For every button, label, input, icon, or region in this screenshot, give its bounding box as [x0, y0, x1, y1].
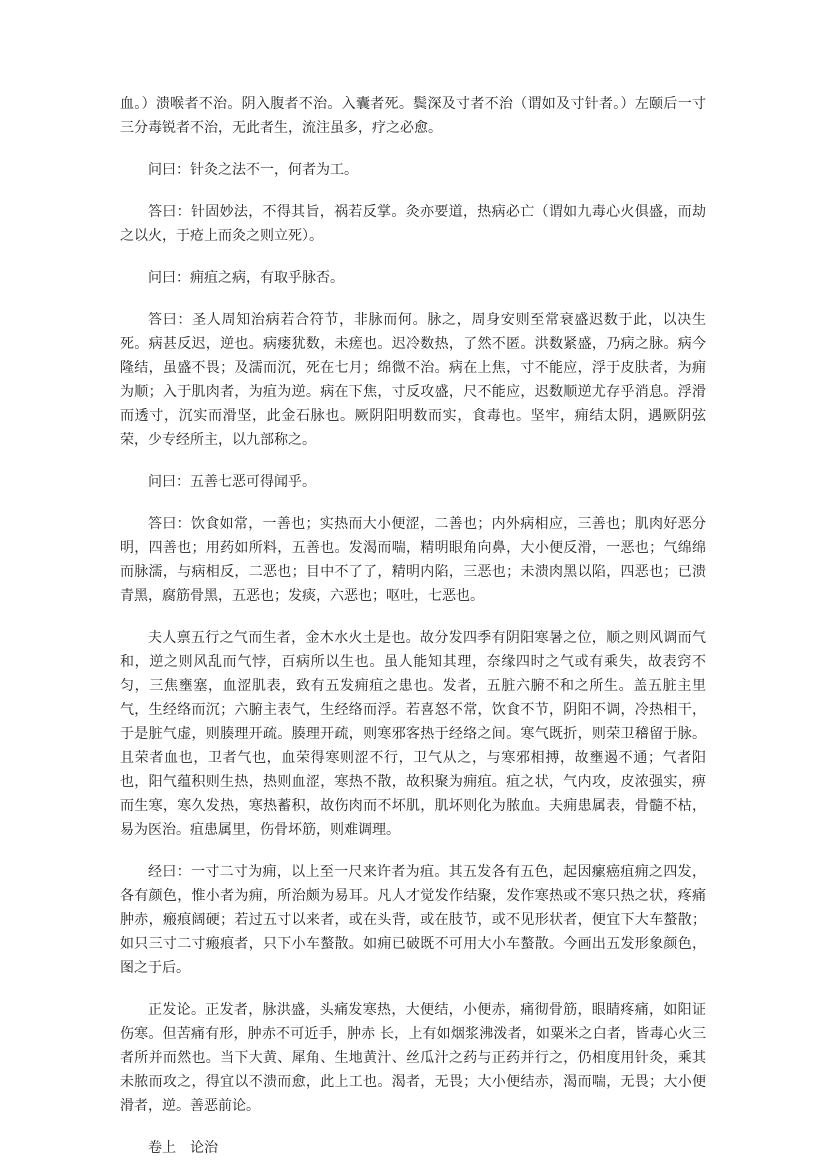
- paragraph: 夫人禀五行之气而生者，金木水火土是也。故分发四季有阴阳寒暑之位，顺之则风调而气和，逆之则风乱而气悖，百病所以生也。虽人能知其理，奈缘四时之气或有乘失，故表窍不匀，三焦壅塞，血涩肌表，致有五发痈疽之患也。发者，五脏六腑不和之所生。盖五脏主里气，生经络而沉；六腑主表气，生经络而浮。若喜怒不常，饮食不节，阴阳不调，冷热相干，于是脏气虚，则腠理开疏。腠理开疏，则寒邪客热于经络之间。寒气既折，则荣卫稽留于脉。且荣者血也，卫者气也，血荣得寒则涩不行，卫气从之，与寒邪相搏，故壅遏不通；气者阳也，阳气蕴积则生热，热则血涩，寒热不散，故积聚为痈疽。疽之状，气内攻，皮浓强实，痹而生寒，寒久发热，寒热蓄积，故伤肉而不坏肌，肌坏则化为脓血。夫痈患属表，骨髓不枯，易为医治。疽患属里，伤骨坏筋，则难调理。: [120, 630, 706, 838]
- paragraph: 问曰：痈疽之病，有取乎脉否。: [148, 270, 344, 286]
- section-title: 卷上 论治: [148, 1140, 218, 1156]
- paragraph: 问曰：针灸之法不一，何者为工。: [148, 162, 358, 178]
- paragraph: 答曰：圣人周知治病若合符节，非脉而何。脉之，周身安则至常衰盛迟数于此，以决生死。病甚反迟，逆也。病瘘犹数，未瘥也。迟冷数热，了然不匿。洪数紧盛，乃病之脉。病今隆结，虽盛不畏；及濡而沉，死在七月；绵微不治。病在上焦，寸不能应，浮于皮肤者，为痈为顺；入于肌肉者，为疽为逆。病在下焦，寸反攻盛，尺不能应，迟数顺逆尤存乎消息。浮滑而透寸，沉实而滑坚，此金石脉也。厥阴阳明数而实，食毒也。坚牢，痈结太阴，遇厥阴弦荣，少专经所主，以九部称之。: [120, 312, 706, 448]
- paragraph: 血。）溃喉者不治。阴入腹者不治。入囊者死。鬓深及寸者不治（谓如及寸针者。）左颐后一寸三分毒锐者不治，无此者生，流注虽多，疗之必愈。: [120, 96, 706, 136]
- paragraph: 问曰：五善七恶可得闻乎。: [148, 474, 316, 490]
- paragraph: 正发论。正发者，脉洪盛，头痛发寒热，大便结，小便赤，痛彻骨筋，眼睛疼痛，如阳证伤寒。但苦痛有形，肿赤不可近手，肿赤 长，上有如烟浆沸泼者，如粟米之白者，皆毒心火三者所并而然也。当下大黄、犀角、生地黄汁、丝瓜汁之药与正药并行之，仍相度用针灸，乘其未脓而攻之，得宜以不溃而愈，此上工也。渴者，无畏；大小便结赤，渴而喘，无畏；大小便滑者，逆。善恶前论。: [120, 1002, 706, 1114]
- paragraph: 答曰：饮食如常，一善也；实热而大小便涩，二善也；内外病相应，三善也；肌肉好恶分明，四善也；用药如所料，五善也。发渴而喘，精明眼角向鼻，大小便反滑，一恶也；气绵绵而脉濡，与病相反，二恶也；目中不了了，精明内陷，三恶也；未溃肉黑以陷，四恶也；已溃青黑，腐筋骨黑，五恶也；发痰，六恶也；呕吐，七恶也。: [120, 516, 706, 604]
- paragraph: 答曰：针固妙法，不得其旨，祸若反掌。灸亦要道，热病必亡（谓如九毒心火俱盛，而劫之以火，于疮上而灸之则立死）。: [120, 204, 706, 244]
- paragraph: 经曰：一寸二寸为痈，以上至一尺来许者为疽。其五发各有五色，起因瘰癌疽痈之四发，各有颜色，惟小者为痈，所治颇为易耳。凡人才觉发作结聚，发作寒热或不寒只热之状，疼痛肿赤，瘢痕阔硬；若过五寸以来者，或在头背，或在肢节，或不见形状者，便宜下大车螯散；如只三寸二寸瘢痕者，只下小车螯散。如痈已破既不可用大小车螯散。今画出五发形象颜色，图之于后。: [120, 864, 706, 976]
